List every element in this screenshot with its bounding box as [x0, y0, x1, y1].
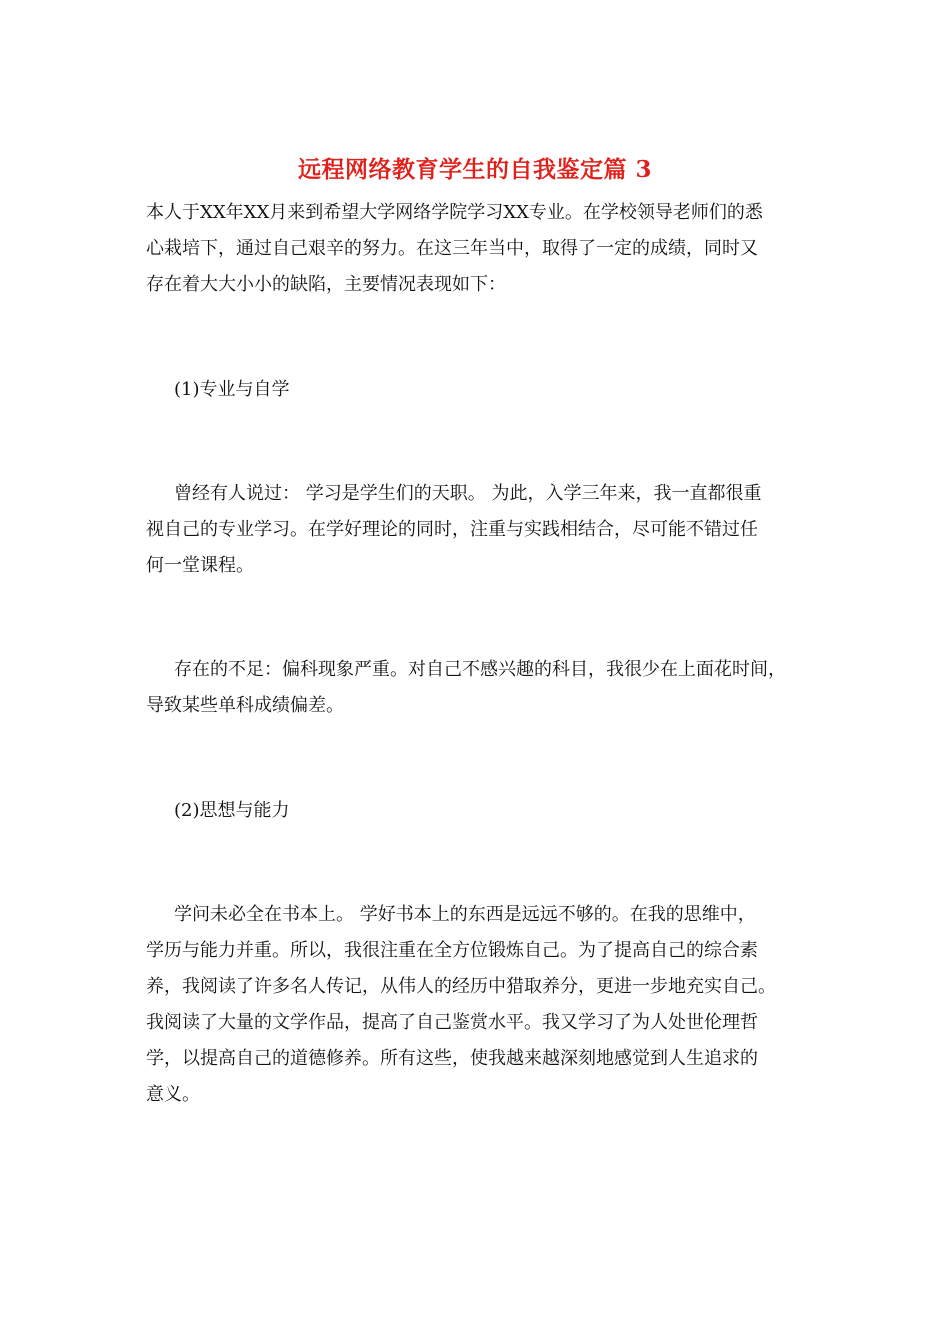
section2-para1-line-5: 学，以提高自己的道德修养。所有这些，使我越来越深刻地感觉到人生追求的: [146, 1048, 758, 1069]
section2-para1-line-3: 养，我阅读了许多名人传记，从伟人的经历中猎取养分，更进一步地充实自己。: [146, 976, 776, 997]
section1-para1-line-1: 曾经有人说过： 学习是学生们的天职。 为此，入学三年来，我一直都很重: [174, 483, 762, 504]
document-title: 远程网络教育学生的自我鉴定篇 3: [297, 156, 652, 183]
section1-para2-line-1: 存在的不足：偏科现象严重。对自己不感兴趣的科目，我很少在上面花时间，: [174, 659, 786, 680]
section2-para1-line-6: 意义。: [146, 1084, 200, 1105]
section2-para1-line-4: 我阅读了大量的文学作品，提高了自己鉴赏水平。我又学习了为人处世伦理哲: [146, 1012, 758, 1033]
section1-para1-line-2: 视自己的专业学习。在学好理论的同时，注重与实践相结合，尽可能不错过任: [146, 519, 758, 540]
section2-heading: (2)思想与能力: [174, 800, 290, 821]
section1-heading: (1)专业与自学: [174, 379, 290, 400]
section2-para1-line-2: 学历与能力并重。所以，我很注重在全方位锻炼自己。为了提高自己的综合素: [146, 940, 758, 961]
intro-line-2: 心栽培下，通过自己艰辛的努力。在这三年当中，取得了一定的成绩，同时又: [146, 238, 758, 259]
section2-para1-line-1: 学问未必全在书本上。 学好书本上的东西是远远不够的。在我的思维中，: [174, 904, 756, 925]
section1-para2-line-2: 导致某些单科成绩偏差。: [146, 695, 344, 716]
intro-line-3: 存在着大大小小的缺陷，主要情况表现如下：: [146, 274, 506, 295]
intro-line-1: 本人于XX年XX月来到希望大学网络学院学习XX专业。在学校领导老师们的悉: [146, 202, 763, 223]
section1-para1-line-3: 何一堂课程。: [146, 555, 254, 576]
